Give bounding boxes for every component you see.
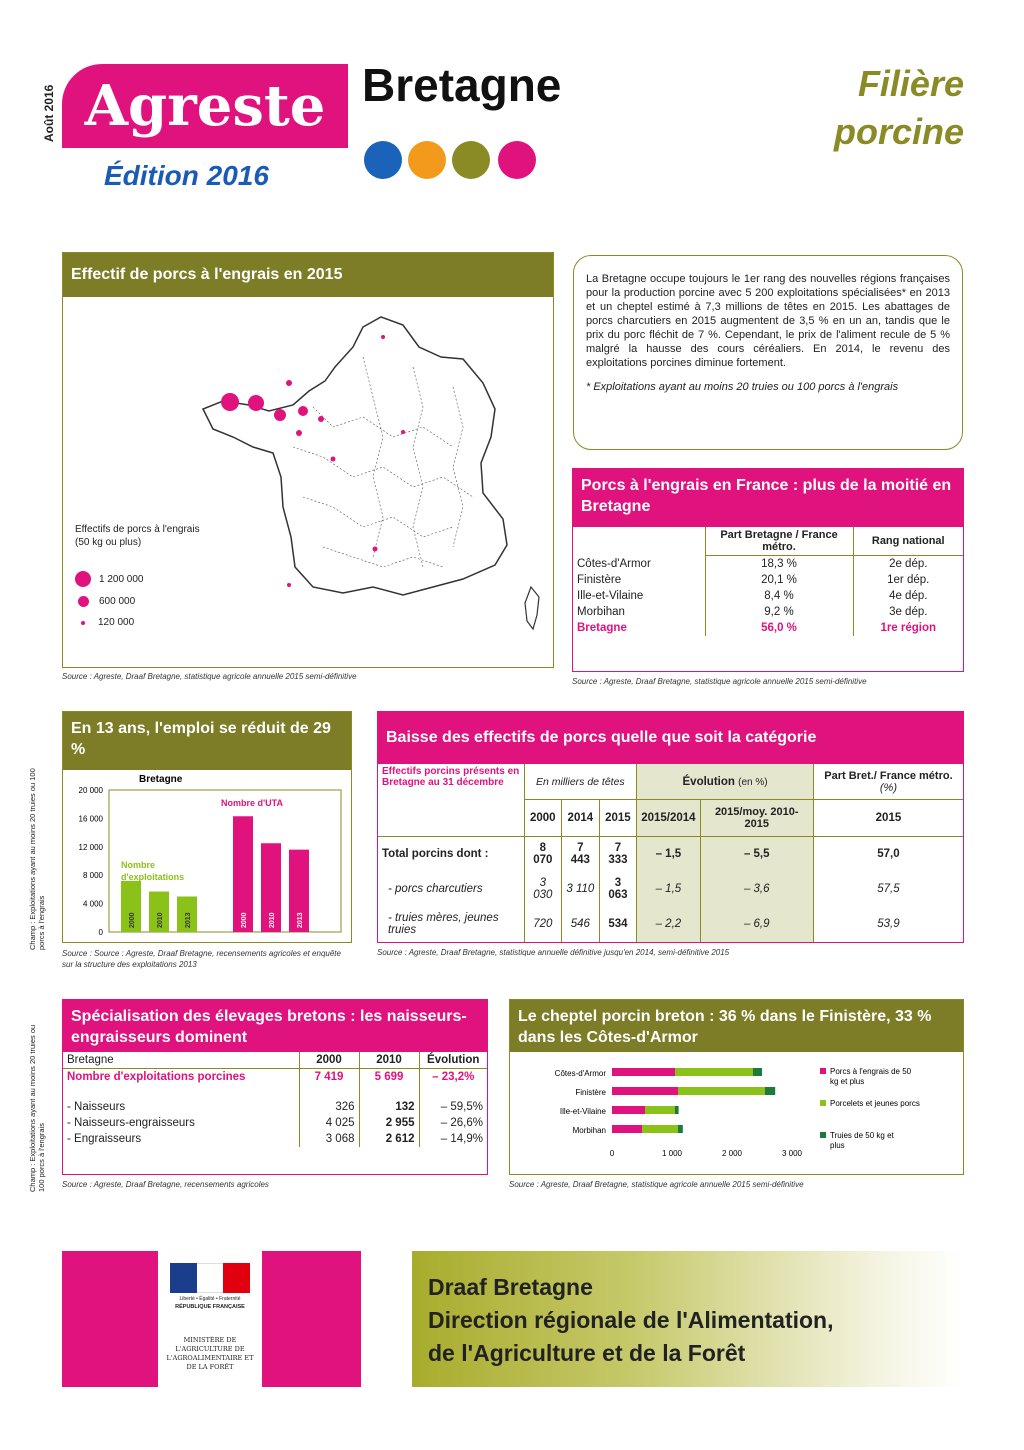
evol-label: Évolution	[682, 775, 735, 788]
cell-share: 8,4 %	[705, 588, 853, 604]
row-label: Côtes-d'Armor	[573, 556, 705, 573]
share-table	[573, 527, 963, 636]
bar-category-label: 2010	[157, 912, 164, 928]
cell: – 6,9	[700, 907, 813, 942]
table-header-row	[378, 764, 963, 800]
cell-rank: 3e dép.	[889, 606, 928, 618]
column-header: Part Bretagne / France métro.	[705, 527, 853, 556]
topic-title-line1: Filière	[857, 63, 964, 104]
cell-rank: 2e dép.	[889, 558, 928, 570]
cell: 7 443	[562, 836, 600, 872]
issue-date: Août 2016	[42, 84, 56, 142]
intro-note: * Exploitations ayant au moins 20 truies ou 100 porcs à l'engrais	[586, 381, 899, 393]
column-header: 2015	[599, 800, 637, 836]
row-label: Finistère	[573, 572, 705, 588]
map-panel	[62, 252, 554, 668]
y-tick-label: 8 000	[82, 871, 103, 881]
topic-title	[834, 60, 964, 156]
map-legend-item	[75, 571, 215, 587]
y-tick-label: 4 000	[82, 899, 103, 909]
part-label: Part Bret./ France métro.	[824, 769, 953, 782]
table-row	[378, 907, 963, 942]
cell: – 23,2%	[432, 1071, 475, 1083]
y-tick-label: 20 000	[78, 786, 103, 795]
spacer-row	[63, 1085, 487, 1099]
bar-segment	[642, 1125, 678, 1133]
cell: – 3,6	[700, 872, 813, 907]
cell: 546	[562, 907, 600, 942]
cheptel-source: Source : Agreste, Draaf Bretagne, statistique annuelle définitive jusqu'en 2014, semi-définitive 2015	[377, 948, 730, 957]
breton-bar-chart	[510, 1052, 963, 1174]
specialisation-panel	[62, 999, 488, 1175]
bar-segment	[612, 1125, 642, 1133]
map-bubble	[318, 416, 324, 422]
cheptel-unit: En milliers de têtes	[524, 764, 637, 800]
cell: 2 612	[359, 1131, 419, 1147]
map-legend-label: 600 000	[99, 596, 136, 607]
map-legend-item	[75, 616, 215, 629]
map-legend-label: 1 200 000	[99, 573, 144, 585]
map-bubble	[286, 380, 292, 386]
map-bubble	[287, 583, 291, 587]
cell: – 1,5	[637, 836, 700, 872]
table-row-total	[63, 1069, 487, 1086]
cell: 326	[299, 1099, 359, 1115]
row-label: Ille-et-Vilaine	[573, 588, 705, 604]
region-title: Bretagne	[362, 59, 562, 111]
cheptel-evol-head	[637, 764, 814, 800]
bubble-large-icon	[75, 571, 91, 587]
part-unit: (%)	[879, 781, 897, 794]
cheptel-label-head: Effectifs porcins présents en Bretagne au 31 décembre	[378, 764, 524, 836]
table-row	[378, 872, 963, 907]
bar-segment	[753, 1068, 762, 1076]
specialisation-title: Spécialisation des élevages bretons : les naisseurs-engraisseurs dominent	[63, 1000, 487, 1052]
x-tick-label: 1 000	[661, 1149, 683, 1158]
specialisation-side-note: Champ : Exploitations ayant au moins 20 truies ou 100 porcs à l'engrais	[28, 1024, 46, 1192]
bar-category-label: 2010	[269, 912, 276, 928]
specialisation-source: Source : Agreste, Draaf Bretagne, recensements agricoles	[62, 1180, 269, 1189]
cell: 5 699	[359, 1069, 419, 1086]
marianne-logo	[170, 1263, 250, 1293]
cell: – 14,9%	[440, 1133, 483, 1145]
cell: – 2,2	[637, 907, 700, 942]
column-header: 2010	[359, 1052, 419, 1069]
series-label: Nombre d'UTA	[221, 798, 283, 808]
org-line2: Direction régionale de l'Alimentation,	[428, 1307, 834, 1333]
bar-category-label: 2000	[129, 912, 136, 928]
cell: 7 419	[299, 1069, 359, 1086]
column-header: Bretagne	[63, 1052, 299, 1069]
cheptel-title: Baisse des effectifs de porcs quelle que soit la catégorie	[378, 712, 963, 764]
map-bubble	[331, 457, 336, 462]
cell: 53,9	[877, 918, 900, 931]
bar-category-label: 2013	[297, 912, 304, 928]
category-label: Morbihan	[572, 1126, 606, 1135]
row-label: - truies mères, jeunes truies	[378, 907, 524, 942]
table-row	[63, 1099, 487, 1115]
row-label: - Naisseurs-engraisseurs	[63, 1115, 299, 1131]
employment-panel	[62, 711, 352, 943]
cell: 7 333	[599, 836, 637, 872]
legend-label: Porcs à l'engrais de 50	[830, 1067, 912, 1076]
legend-label: kg et plus	[830, 1077, 865, 1086]
cell-share: 20,1 %	[705, 572, 853, 588]
cell: 4 025	[299, 1115, 359, 1131]
map-bubble	[381, 335, 385, 339]
row-label: - Engraisseurs	[63, 1131, 299, 1147]
cell: 57,0	[877, 848, 900, 861]
color-dot-pink	[498, 141, 536, 179]
table-row	[63, 1131, 487, 1147]
employment-title: En 13 ans, l'emploi se réduit de 29 %	[63, 712, 351, 770]
topic-title-line2: porcine	[833, 111, 964, 152]
column-header: 2000	[524, 800, 562, 836]
cell: 8 070	[524, 836, 562, 872]
edition-label: Édition 2016	[104, 160, 269, 191]
column-header: 2000	[299, 1052, 359, 1069]
bar-segment	[678, 1087, 765, 1095]
column-header: Rang national	[853, 527, 963, 556]
table-header-row	[63, 1052, 487, 1069]
legend-label: Porcelets et jeunes porcs	[830, 1099, 920, 1108]
bar-category-label: 2000	[241, 912, 248, 928]
map-bubble	[274, 409, 286, 421]
row-label: Bretagne	[573, 620, 705, 636]
legend-label: Truies de 50 kg et	[830, 1131, 894, 1140]
cell: 3 063	[599, 872, 637, 907]
color-dot-olive	[452, 141, 490, 179]
map-source: Source : Agreste, Draaf Bretagne, statistique agricole annuelle 2015 semi-définitive	[62, 672, 357, 681]
cell: – 59,5%	[440, 1101, 483, 1113]
cell-share: 9,2 %	[705, 604, 853, 620]
breton-chart-panel	[509, 999, 964, 1175]
series-label: d'exploitations	[121, 872, 185, 882]
cell: 3 110	[562, 872, 600, 907]
france-outline	[203, 317, 507, 595]
france-map	[63, 297, 553, 711]
specialisation-table	[63, 1052, 487, 1147]
row-label: - Naisseurs	[63, 1099, 299, 1115]
cell: 534	[599, 907, 637, 942]
column-header: 2015	[813, 800, 963, 836]
cell: 720	[524, 907, 562, 942]
share-source: Source : Agreste, Draaf Bretagne, statistique agricole annuelle 2015 semi-définitive	[572, 677, 867, 686]
map-bubble	[298, 406, 308, 416]
share-panel-title: Porcs à l'engrais en France : plus de la moitié en Bretagne	[573, 469, 963, 527]
table-header-row	[573, 527, 963, 556]
cell: – 1,5	[637, 872, 700, 907]
bar-segment	[612, 1106, 645, 1114]
cell: 3 068	[299, 1131, 359, 1147]
bar-segment	[675, 1106, 679, 1114]
y-tick-label: 12 000	[78, 842, 103, 852]
cell-rank: 1er dép.	[887, 574, 930, 586]
org-line3: de l'Agriculture et de la Forêt	[428, 1340, 746, 1366]
y-tick-label: 0	[98, 928, 103, 937]
table-row	[573, 572, 963, 588]
category-label: Côtes-d'Armor	[554, 1069, 606, 1078]
cell: 3 030	[524, 872, 562, 907]
legend-swatch	[820, 1068, 826, 1074]
column-header: 2015/moy. 2010-2015	[700, 800, 813, 836]
bar-segment	[612, 1087, 678, 1095]
agreste-logo: Agreste	[62, 64, 348, 148]
bar-segment	[675, 1068, 753, 1076]
intro-text: La Bretagne occupe toujours le 1er rang des nouvelles régions françaises pour la production porcine avec 5 200 exploitations spécialisées* en 2013 et un cheptel estimé à 7,3 millions de têtes en 2015. Les abattages de porcs charcutiers en 2015 augmentent de 3,5 % en un an, tandis que le prix du porc fléchit de 7 %. Cependant, le prix de l'aliment recule de 5 % malgré la hausse des cours céréaliers. En 2014, le revenu des exploitations porcines diminue fortement.	[586, 273, 950, 369]
employment-chart	[63, 770, 351, 942]
legend-label: plus	[830, 1141, 845, 1150]
map-legend-item	[75, 595, 215, 608]
cheptel-panel	[377, 711, 964, 943]
cell: 2 955	[359, 1115, 419, 1131]
corsica-outline	[525, 587, 539, 629]
org-line1: Draaf Bretagne	[428, 1274, 593, 1300]
cell: 132	[359, 1099, 419, 1115]
employment-side-note: Champ : Exploitations ayant au moins 20 truies ou 100 porcs à l'engrais	[28, 768, 46, 950]
evol-unit: (en %)	[738, 776, 768, 788]
map-bubble	[248, 395, 264, 411]
bar-segment	[645, 1106, 675, 1114]
map-panel-title: Effectif de porcs à l'engrais en 2015	[63, 253, 553, 297]
table-row-total	[573, 620, 963, 636]
bar-segment	[612, 1068, 675, 1076]
bubble-medium-icon	[78, 596, 89, 607]
row-label: - porcs charcutiers	[378, 872, 524, 907]
table-row	[573, 588, 963, 604]
employment-source: Source : Source : Agreste, Draaf Bretagne, recensements agricoles et enquête sur la structure des exploitations 2013	[62, 949, 341, 969]
column-header: Évolution	[419, 1052, 487, 1069]
category-label: Finistère	[575, 1088, 606, 1097]
row-label: Nombre d'exploitations porcines	[63, 1069, 299, 1086]
map-legend-title: Effectifs de porcs à l'engrais (50 kg ou plus)	[75, 524, 200, 548]
cell: – 5,5	[700, 836, 813, 872]
x-tick-label: 0	[609, 1149, 615, 1158]
legend-swatch	[820, 1132, 826, 1138]
color-dot-orange	[408, 141, 446, 179]
chart-title: Bretagne	[139, 774, 183, 785]
cell: 57,5	[877, 883, 900, 896]
ministry-block	[62, 1251, 361, 1387]
x-tick-label: 2 000	[721, 1149, 743, 1158]
cell-rank: 4e dép.	[889, 590, 928, 602]
row-label: Morbihan	[573, 604, 705, 620]
map-bubble	[401, 430, 405, 434]
bar-segment	[765, 1087, 775, 1095]
table-row	[63, 1115, 487, 1131]
table-row	[573, 604, 963, 620]
cheptel-part-head	[813, 764, 963, 800]
breton-chart-title: Le cheptel porcin breton : 36 % dans le Finistère, 33 % dans les Côtes-d'Armor	[510, 1000, 963, 1052]
map-bubble	[373, 547, 378, 552]
row-label: Total porcins dont :	[378, 836, 524, 872]
cell-share: 56,0 %	[705, 620, 853, 636]
intro-box	[573, 255, 963, 450]
org-banner	[412, 1251, 964, 1387]
cell-share: 18,3 %	[705, 556, 853, 573]
map-legend-label: 120 000	[98, 617, 135, 628]
cheptel-table	[378, 764, 963, 942]
bar-segment	[678, 1125, 683, 1133]
y-tick-label: 16 000	[78, 814, 103, 824]
legend-swatch	[820, 1100, 826, 1106]
category-label: Ille-et-Vilaine	[559, 1107, 606, 1116]
color-dot-blue	[364, 141, 402, 179]
ministry-logo	[158, 1251, 262, 1387]
cell: – 26,6%	[440, 1117, 483, 1129]
map-legend	[75, 523, 215, 629]
share-panel	[572, 468, 964, 672]
map-bubble	[296, 430, 302, 436]
bubble-small-icon	[81, 621, 85, 625]
breton-chart-source: Source : Agreste, Draaf Bretagne, statistique agricole annuelle 2015 semi-définitive	[509, 1180, 804, 1189]
column-header: 2015/2014	[637, 800, 700, 836]
bar-category-label: 2013	[185, 912, 192, 928]
series-label: Nombre	[121, 860, 156, 870]
x-tick-label: 3 000	[781, 1149, 803, 1158]
table-row	[378, 836, 963, 872]
motto: Liberté • Égalité • Fraternité	[179, 1296, 241, 1302]
map-bubble	[221, 393, 239, 411]
table-row	[573, 556, 963, 573]
republic-label: RÉPUBLIQUE FRANÇAISE	[175, 1304, 245, 1310]
ministry-name: MINISTÈRE DE L'AGRICULTURE DE L'AGROALIMENTAIRE ET DE LA FORÊT	[166, 1336, 254, 1371]
cell-rank: 1re région	[880, 622, 937, 634]
column-header: 2014	[562, 800, 600, 836]
